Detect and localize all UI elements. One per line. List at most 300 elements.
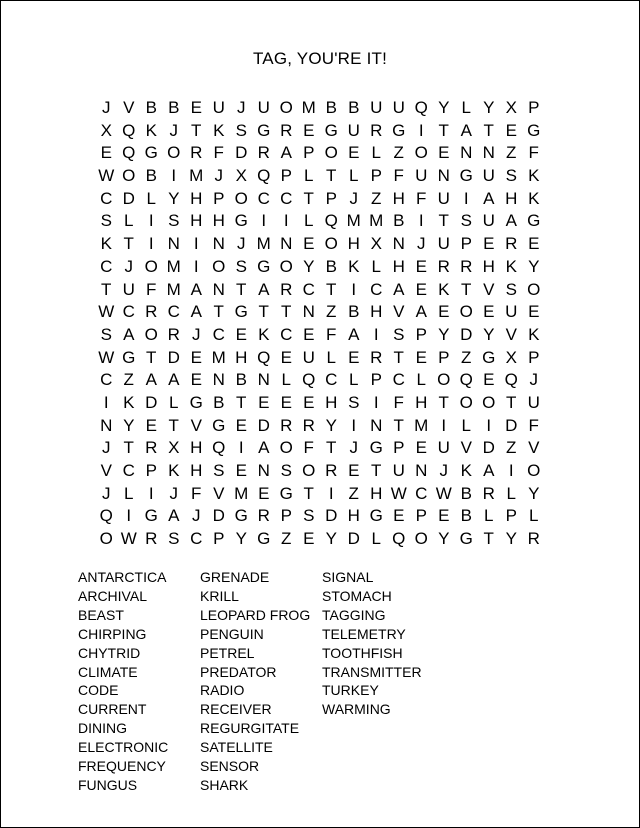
grid-letter[interactable]: C xyxy=(325,370,338,390)
grid-letter[interactable]: Q xyxy=(302,370,316,390)
grid-letter[interactable]: U xyxy=(392,461,405,480)
grid-letter[interactable]: N xyxy=(302,302,315,322)
grid-letter[interactable]: A xyxy=(483,188,495,208)
grid-letter[interactable]: A xyxy=(190,302,202,322)
grid-letter[interactable]: C xyxy=(100,256,113,276)
grid-letter[interactable]: J xyxy=(192,324,201,344)
grid-letter[interactable]: E xyxy=(303,529,315,549)
grid-letter[interactable]: Y xyxy=(235,529,247,549)
grid-letter[interactable]: T xyxy=(371,461,382,480)
grid-letter[interactable]: F xyxy=(303,438,314,458)
grid-letter[interactable]: E xyxy=(235,415,247,435)
grid-letter[interactable]: U xyxy=(437,234,450,254)
grid-letter[interactable]: W xyxy=(120,529,137,549)
grid-letter[interactable]: B xyxy=(325,98,337,117)
grid-letter[interactable]: B xyxy=(168,98,180,117)
grid-letter[interactable]: E xyxy=(280,347,292,367)
grid-letter[interactable]: V xyxy=(123,98,135,117)
grid-letter[interactable]: F xyxy=(528,143,539,163)
grid-letter[interactable]: G xyxy=(144,143,158,163)
grid-letter[interactable]: M xyxy=(211,347,226,367)
grid-letter[interactable]: R xyxy=(280,279,293,299)
grid-letter[interactable]: A xyxy=(258,279,270,299)
grid-letter[interactable]: H xyxy=(212,211,225,231)
grid-letter[interactable]: C xyxy=(257,188,270,208)
grid-letter[interactable]: A xyxy=(145,370,157,390)
grid-letter[interactable]: J xyxy=(169,483,178,503)
grid-letter[interactable]: P xyxy=(213,188,225,208)
grid-letter[interactable]: G xyxy=(459,166,473,186)
grid-letter[interactable]: Z xyxy=(281,529,292,549)
grid-letter[interactable]: U xyxy=(437,438,450,458)
grid-letter[interactable]: S xyxy=(303,506,315,526)
grid-letter[interactable]: Q xyxy=(99,506,113,526)
grid-letter[interactable]: B xyxy=(460,506,472,526)
grid-letter[interactable]: Y xyxy=(325,415,337,435)
grid-letter[interactable]: J xyxy=(102,98,111,117)
grid-letter[interactable]: G xyxy=(482,347,496,367)
grid-letter[interactable]: P xyxy=(393,438,405,458)
grid-letter[interactable]: I xyxy=(171,166,177,186)
grid-letter[interactable]: F xyxy=(213,143,224,163)
grid-letter[interactable]: Z xyxy=(393,143,404,163)
grid-letter[interactable]: V xyxy=(100,461,112,480)
grid-letter[interactable]: G xyxy=(257,120,271,140)
grid-letter[interactable]: T xyxy=(438,211,449,231)
grid-letter[interactable]: H xyxy=(370,483,383,503)
grid-letter[interactable]: M xyxy=(166,256,181,276)
grid-letter[interactable]: E xyxy=(393,506,405,526)
grid-letter[interactable]: T xyxy=(393,347,404,367)
grid-letter[interactable]: D xyxy=(145,392,158,412)
grid-letter[interactable]: I xyxy=(148,483,154,503)
grid-letter[interactable]: U xyxy=(302,347,315,367)
grid-letter[interactable]: T xyxy=(168,415,179,435)
grid-letter[interactable]: R xyxy=(190,143,203,163)
grid-letter[interactable]: E xyxy=(415,347,427,367)
grid-letter[interactable]: C xyxy=(212,324,225,344)
grid-letter[interactable]: A xyxy=(393,279,405,299)
grid-letter[interactable]: H xyxy=(347,506,360,526)
grid-letter[interactable]: Y xyxy=(505,529,517,549)
grid-letter[interactable]: E xyxy=(348,143,360,163)
grid-letter[interactable]: G xyxy=(144,506,158,526)
grid-letter[interactable]: B xyxy=(213,392,225,412)
grid-letter[interactable]: G xyxy=(369,438,383,458)
grid-letter[interactable]: D xyxy=(212,506,225,526)
grid-letter[interactable]: J xyxy=(237,234,246,254)
grid-letter[interactable]: X xyxy=(235,166,247,186)
grid-letter[interactable]: O xyxy=(279,438,293,458)
grid-letter[interactable]: T xyxy=(123,438,134,458)
grid-letter[interactable]: I xyxy=(351,279,357,299)
grid-letter[interactable]: I xyxy=(103,392,109,412)
grid-letter[interactable]: N xyxy=(280,234,293,254)
grid-letter[interactable]: T xyxy=(236,279,247,299)
grid-letter[interactable]: I xyxy=(441,415,447,435)
grid-letter[interactable]: Y xyxy=(438,324,450,344)
grid-letter[interactable]: T xyxy=(123,234,134,254)
grid-letter[interactable]: P xyxy=(528,98,540,117)
grid-letter[interactable]: E xyxy=(415,438,427,458)
grid-letter[interactable]: X xyxy=(505,347,517,367)
grid-letter[interactable]: H xyxy=(505,188,518,208)
grid-letter[interactable]: J xyxy=(349,188,358,208)
grid-letter[interactable]: E xyxy=(190,370,202,390)
grid-letter[interactable]: T xyxy=(101,279,112,299)
grid-letter[interactable]: E xyxy=(438,143,450,163)
grid-letter[interactable]: V xyxy=(483,279,495,299)
grid-letter[interactable]: R xyxy=(145,302,158,322)
grid-letter[interactable]: G xyxy=(527,211,541,231)
grid-letter[interactable]: R xyxy=(145,529,158,549)
grid-letter[interactable]: Y xyxy=(528,256,540,276)
grid-letter[interactable]: R xyxy=(505,234,518,254)
grid-letter[interactable]: G xyxy=(122,347,136,367)
grid-letter[interactable]: T xyxy=(326,279,337,299)
grid-letter[interactable]: S xyxy=(280,461,292,480)
grid-letter[interactable]: F xyxy=(528,415,539,435)
grid-letter[interactable]: L xyxy=(349,166,359,186)
grid-letter[interactable]: I xyxy=(283,211,289,231)
grid-letter[interactable]: C xyxy=(370,279,383,299)
grid-letter[interactable]: O xyxy=(99,529,113,549)
grid-letter[interactable]: F xyxy=(393,392,404,412)
grid-letter[interactable]: T xyxy=(393,415,404,435)
grid-letter[interactable]: M xyxy=(234,483,249,503)
grid-letter[interactable]: A xyxy=(123,324,135,344)
grid-letter[interactable]: G xyxy=(279,483,293,503)
grid-letter[interactable]: E xyxy=(483,302,495,322)
grid-letter[interactable]: K xyxy=(213,120,225,140)
grid-letter[interactable]: Z xyxy=(348,483,359,503)
grid-letter[interactable]: T xyxy=(191,120,202,140)
grid-letter[interactable]: E xyxy=(483,370,495,390)
grid-letter[interactable]: X xyxy=(370,234,382,254)
grid-letter[interactable]: T xyxy=(483,120,494,140)
grid-letter[interactable]: Y xyxy=(168,188,180,208)
grid-letter[interactable]: U xyxy=(437,188,450,208)
grid-letter[interactable]: O xyxy=(234,188,248,208)
grid-letter[interactable]: J xyxy=(439,461,448,480)
grid-letter[interactable]: N xyxy=(415,461,428,480)
grid-letter[interactable]: T xyxy=(326,438,337,458)
grid-letter[interactable]: J xyxy=(417,234,426,254)
grid-letter[interactable]: E xyxy=(415,279,427,299)
grid-letter[interactable]: A xyxy=(483,461,495,480)
grid-letter[interactable]: O xyxy=(459,302,473,322)
grid-letter[interactable]: C xyxy=(100,370,113,390)
grid-letter[interactable]: R xyxy=(437,256,450,276)
grid-letter[interactable]: C xyxy=(167,302,180,322)
grid-letter[interactable]: E xyxy=(438,302,450,322)
grid-letter[interactable]: P xyxy=(370,166,382,186)
grid-letter[interactable]: S xyxy=(100,324,112,344)
grid-letter[interactable]: L xyxy=(371,529,381,549)
grid-letter[interactable]: K xyxy=(123,392,135,412)
grid-letter[interactable]: E xyxy=(190,98,202,117)
grid-letter[interactable]: O xyxy=(459,392,473,412)
grid-letter[interactable]: Y xyxy=(325,529,337,549)
grid-letter[interactable]: D xyxy=(257,415,270,435)
grid-letter[interactable]: G xyxy=(189,392,203,412)
grid-letter[interactable]: W xyxy=(98,302,115,322)
grid-letter[interactable]: L xyxy=(371,143,381,163)
grid-letter[interactable]: L xyxy=(371,256,381,276)
grid-letter[interactable]: O xyxy=(324,143,338,163)
grid-letter[interactable]: P xyxy=(145,461,157,480)
grid-letter[interactable]: T xyxy=(461,279,472,299)
grid-letter[interactable]: U xyxy=(415,166,428,186)
grid-letter[interactable]: L xyxy=(326,347,336,367)
grid-letter[interactable]: E xyxy=(528,302,540,322)
grid-letter[interactable]: E xyxy=(303,324,315,344)
grid-letter[interactable]: A xyxy=(415,302,427,322)
grid-letter[interactable]: S xyxy=(505,279,517,299)
grid-letter[interactable]: H xyxy=(415,392,428,412)
grid-letter[interactable]: E xyxy=(528,234,540,254)
grid-letter[interactable]: T xyxy=(281,302,292,322)
grid-letter[interactable]: P xyxy=(415,506,427,526)
grid-letter[interactable]: E xyxy=(235,324,247,344)
grid-letter[interactable]: J xyxy=(529,370,538,390)
grid-letter[interactable]: L xyxy=(124,211,134,231)
grid-letter[interactable]: O xyxy=(527,461,541,480)
grid-letter[interactable]: T xyxy=(326,166,337,186)
grid-letter[interactable]: M xyxy=(369,211,384,231)
grid-letter[interactable]: Y xyxy=(483,324,495,344)
grid-letter[interactable]: I xyxy=(148,211,154,231)
grid-letter[interactable]: A xyxy=(348,324,360,344)
grid-letter[interactable]: O xyxy=(212,256,226,276)
grid-letter[interactable]: L xyxy=(304,166,314,186)
grid-letter[interactable]: H xyxy=(190,188,203,208)
grid-letter[interactable]: O xyxy=(279,98,293,117)
grid-letter[interactable]: G xyxy=(459,529,473,549)
grid-letter[interactable]: N xyxy=(212,370,225,390)
grid-letter[interactable]: J xyxy=(192,506,201,526)
grid-letter[interactable]: I xyxy=(328,483,334,503)
grid-letter[interactable]: T xyxy=(258,302,269,322)
grid-letter[interactable]: J xyxy=(214,166,223,186)
grid-letter[interactable]: H xyxy=(347,234,360,254)
grid-letter[interactable]: M xyxy=(414,415,429,435)
grid-letter[interactable]: U xyxy=(482,211,495,231)
grid-letter[interactable]: N xyxy=(370,415,383,435)
grid-letter[interactable]: O xyxy=(482,392,496,412)
grid-letter[interactable]: E xyxy=(235,461,247,480)
grid-letter[interactable]: T xyxy=(303,188,314,208)
grid-letter[interactable]: T xyxy=(236,392,247,412)
grid-letter[interactable]: V xyxy=(460,438,472,458)
grid-letter[interactable]: J xyxy=(349,438,358,458)
grid-letter[interactable]: G xyxy=(369,506,383,526)
grid-letter[interactable]: S xyxy=(505,166,517,186)
grid-letter[interactable]: O xyxy=(144,256,158,276)
grid-letter[interactable]: H xyxy=(190,461,203,480)
grid-letter[interactable]: S xyxy=(393,324,405,344)
grid-letter[interactable]: I xyxy=(238,438,244,458)
grid-letter[interactable]: E xyxy=(348,347,360,367)
grid-letter[interactable]: S xyxy=(168,211,180,231)
grid-letter[interactable]: Q xyxy=(392,529,406,549)
grid-letter[interactable]: M xyxy=(346,211,361,231)
grid-letter[interactable]: R xyxy=(257,506,270,526)
grid-letter[interactable]: P xyxy=(303,143,315,163)
grid-letter[interactable]: A xyxy=(258,438,270,458)
grid-letter[interactable]: V xyxy=(213,483,225,503)
grid-letter[interactable]: H xyxy=(325,392,338,412)
grid-letter[interactable]: N xyxy=(212,279,225,299)
grid-letter[interactable]: S xyxy=(348,392,360,412)
grid-letter[interactable]: Q xyxy=(459,370,473,390)
grid-letter[interactable]: V xyxy=(393,302,405,322)
grid-letter[interactable]: W xyxy=(435,483,452,503)
grid-letter[interactable]: G xyxy=(392,120,406,140)
grid-letter[interactable]: G xyxy=(324,120,338,140)
grid-letter[interactable]: F xyxy=(393,166,404,186)
grid-letter[interactable]: S xyxy=(213,461,225,480)
grid-letter[interactable]: O xyxy=(167,143,181,163)
grid-letter[interactable]: Y xyxy=(438,529,450,549)
grid-letter[interactable]: N xyxy=(460,143,473,163)
grid-letter[interactable]: N xyxy=(167,234,180,254)
grid-letter[interactable]: N xyxy=(212,234,225,254)
grid-letter[interactable]: U xyxy=(482,166,495,186)
grid-letter[interactable]: C xyxy=(280,188,293,208)
grid-letter[interactable]: P xyxy=(438,347,450,367)
grid-letter[interactable]: N xyxy=(392,234,405,254)
grid-letter[interactable]: I xyxy=(463,188,469,208)
grid-letter[interactable]: T xyxy=(483,529,494,549)
grid-letter[interactable]: T xyxy=(506,392,517,412)
grid-letter[interactable]: Q xyxy=(122,120,136,140)
grid-letter[interactable]: U xyxy=(370,98,383,117)
grid-letter[interactable]: O xyxy=(302,461,316,480)
grid-letter[interactable]: T xyxy=(303,483,314,503)
grid-letter[interactable]: H xyxy=(482,256,495,276)
grid-letter[interactable]: N xyxy=(257,461,270,480)
grid-letter[interactable]: W xyxy=(98,347,115,367)
grid-letter[interactable]: E xyxy=(303,234,315,254)
grid-letter[interactable]: V xyxy=(505,324,517,344)
grid-letter[interactable]: H xyxy=(190,211,203,231)
grid-letter[interactable]: T xyxy=(213,302,224,322)
grid-letter[interactable]: O xyxy=(437,370,451,390)
grid-letter[interactable]: P xyxy=(280,166,292,186)
grid-letter[interactable]: I xyxy=(193,256,199,276)
grid-letter[interactable]: P xyxy=(528,347,540,367)
grid-letter[interactable]: K xyxy=(145,120,157,140)
grid-letter[interactable]: T xyxy=(438,120,449,140)
grid-letter[interactable]: K xyxy=(528,324,540,344)
grid-letter[interactable]: E xyxy=(145,415,157,435)
grid-letter[interactable]: E xyxy=(438,506,450,526)
grid-letter[interactable]: V xyxy=(528,438,540,458)
grid-letter[interactable]: W xyxy=(390,483,407,503)
grid-letter[interactable]: G xyxy=(234,211,248,231)
grid-letter[interactable]: J xyxy=(102,438,111,458)
grid-letter[interactable]: B xyxy=(145,166,157,186)
grid-letter[interactable]: R xyxy=(370,347,383,367)
grid-letter[interactable]: B xyxy=(348,302,360,322)
grid-letter[interactable]: D xyxy=(235,143,248,163)
grid-letter[interactable]: R xyxy=(280,120,293,140)
grid-letter[interactable]: C xyxy=(122,302,135,322)
grid-letter[interactable]: C xyxy=(280,324,293,344)
grid-letter[interactable]: P xyxy=(280,506,292,526)
grid-letter[interactable]: L xyxy=(304,211,314,231)
grid-letter[interactable]: D xyxy=(325,506,338,526)
grid-letter[interactable]: X xyxy=(505,98,517,117)
grid-letter[interactable]: Z xyxy=(371,188,382,208)
grid-letter[interactable]: D xyxy=(122,188,135,208)
grid-letter[interactable]: L xyxy=(124,483,134,503)
grid-letter[interactable]: G xyxy=(234,302,248,322)
grid-letter[interactable]: D xyxy=(347,529,360,549)
grid-letter[interactable]: P xyxy=(415,324,427,344)
grid-letter[interactable]: B xyxy=(393,211,405,231)
grid-letter[interactable]: L xyxy=(506,483,516,503)
grid-letter[interactable]: G xyxy=(212,415,226,435)
grid-letter[interactable]: R xyxy=(145,438,158,458)
grid-letter[interactable]: O xyxy=(144,324,158,344)
grid-letter[interactable]: A xyxy=(280,143,292,163)
grid-letter[interactable]: O xyxy=(122,166,136,186)
grid-letter[interactable]: K xyxy=(438,279,450,299)
grid-letter[interactable]: N xyxy=(482,143,495,163)
grid-letter[interactable]: L xyxy=(349,370,359,390)
grid-letter[interactable]: I xyxy=(373,392,379,412)
grid-letter[interactable]: E xyxy=(348,461,360,480)
grid-letter[interactable]: Y xyxy=(483,98,495,117)
grid-letter[interactable]: C xyxy=(122,461,135,480)
grid-letter[interactable]: Q xyxy=(257,166,271,186)
grid-letter[interactable]: E xyxy=(280,392,292,412)
grid-letter[interactable]: E xyxy=(258,483,270,503)
grid-letter[interactable]: E xyxy=(303,392,315,412)
grid-letter[interactable]: P xyxy=(213,529,225,549)
grid-letter[interactable]: O xyxy=(527,279,541,299)
grid-letter[interactable]: P xyxy=(370,370,382,390)
grid-letter[interactable]: O xyxy=(414,143,428,163)
grid-letter[interactable]: R xyxy=(167,324,180,344)
grid-letter[interactable]: H xyxy=(190,438,203,458)
grid-letter[interactable]: H xyxy=(392,256,405,276)
grid-letter[interactable]: J xyxy=(237,98,246,117)
grid-letter[interactable]: B xyxy=(325,256,337,276)
grid-letter[interactable]: L xyxy=(169,392,179,412)
grid-letter[interactable]: M xyxy=(166,279,181,299)
grid-letter[interactable]: I xyxy=(486,415,492,435)
grid-letter[interactable]: M xyxy=(256,234,271,254)
grid-letter[interactable]: C xyxy=(100,188,113,208)
grid-letter[interactable]: S xyxy=(235,120,247,140)
grid-letter[interactable]: W xyxy=(98,166,115,186)
grid-letter[interactable]: U xyxy=(212,98,225,117)
grid-letter[interactable]: L xyxy=(484,506,494,526)
grid-letter[interactable]: A xyxy=(505,211,517,231)
grid-letter[interactable]: L xyxy=(461,98,471,117)
grid-letter[interactable]: C xyxy=(415,483,428,503)
grid-letter[interactable]: Q xyxy=(324,211,338,231)
grid-letter[interactable]: G xyxy=(257,529,271,549)
grid-letter[interactable]: M xyxy=(301,98,316,117)
grid-letter[interactable]: R xyxy=(280,415,293,435)
grid-letter[interactable]: J xyxy=(169,120,178,140)
grid-letter[interactable]: S xyxy=(235,256,247,276)
grid-letter[interactable]: R xyxy=(527,529,540,549)
